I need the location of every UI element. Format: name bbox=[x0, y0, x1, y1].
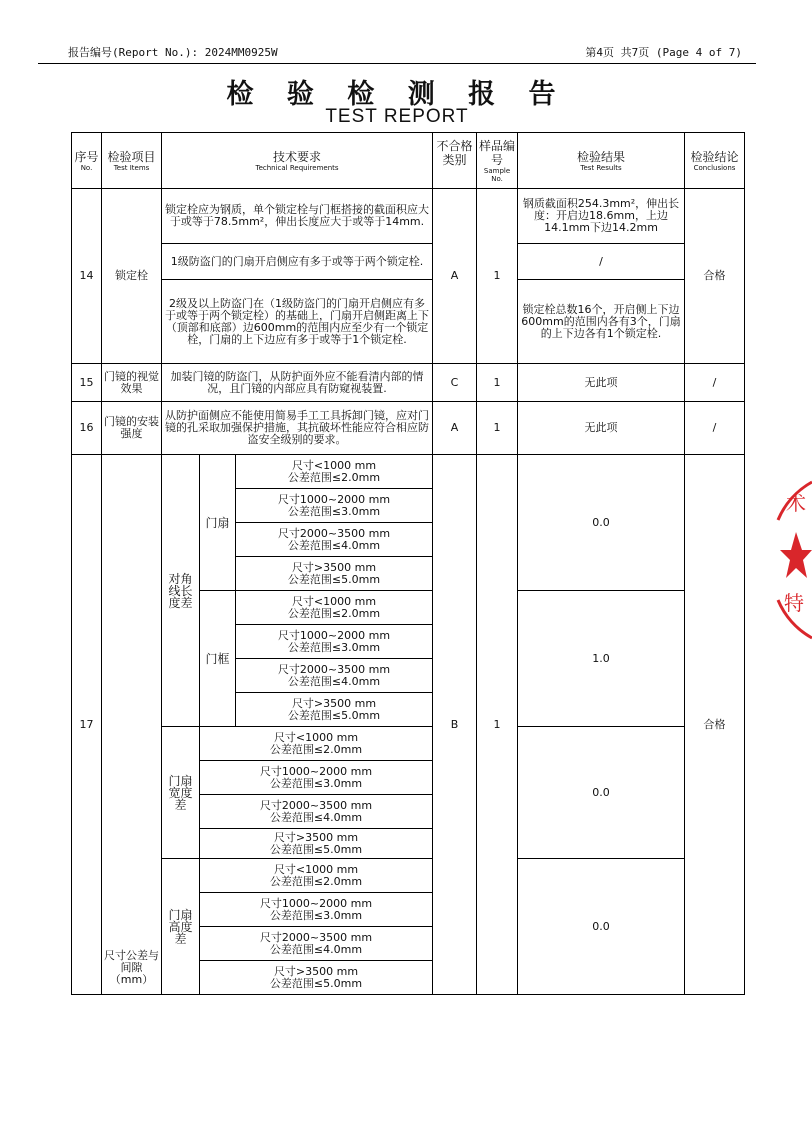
diagonal-label: 对角线长度差 bbox=[162, 455, 200, 727]
table-row bbox=[72, 189, 745, 244]
svg-text:特: 特 bbox=[784, 591, 804, 615]
row15-category: C bbox=[433, 364, 477, 402]
test-results-table bbox=[71, 132, 745, 995]
row17-conclusion: 合格 bbox=[685, 455, 745, 995]
row15-sample: 1 bbox=[477, 364, 518, 402]
row17-item: 尺寸公差与间隙（mm） bbox=[102, 455, 162, 995]
row16-conclusion: / bbox=[685, 402, 745, 455]
size-cell: 尺寸1000~2000 mm 公差范围≤3.0mm bbox=[200, 893, 433, 927]
col-conclusion: 检验结论 Conclusions bbox=[685, 133, 745, 189]
row14-res2: / bbox=[518, 244, 685, 280]
table-row bbox=[72, 280, 745, 364]
row14-res1: 钢质截面积254.3mm²，伸出长度：开启边18.6mm，上边14.1mm下边14.2mm bbox=[518, 189, 685, 244]
size-cell: 尺寸>3500 mm 公差范围≤5.0mm bbox=[236, 693, 433, 727]
height-label: 门扇高度差 bbox=[162, 859, 200, 995]
row14-res3: 锁定栓总数16个，开启侧上下边600mm的范围内各有3个，门扇的上下边各有1个锁定栓. bbox=[518, 280, 685, 364]
res-frame: 1.0 bbox=[518, 591, 685, 727]
size-cell: 尺寸>3500 mm 公差范围≤5.0mm bbox=[236, 557, 433, 591]
size-cell: 尺寸<1000 mm 公差范围≤2.0mm bbox=[236, 455, 433, 489]
size-cell: 尺寸1000~2000 mm 公差范围≤3.0mm bbox=[236, 625, 433, 659]
table-row bbox=[72, 364, 745, 402]
row16-item: 门镜的安装强度 bbox=[102, 402, 162, 455]
size-cell: 尺寸<1000 mm 公差范围≤2.0mm bbox=[200, 727, 433, 761]
row14-category: A bbox=[433, 189, 477, 364]
table-row bbox=[72, 244, 745, 280]
col-category: 不合格类别 bbox=[433, 133, 477, 189]
row15-req: 加装门镜的防盗门，从防护面外应不能看清内部的情况，且门镜的内部应具有防窥视装置. bbox=[162, 364, 433, 402]
res-width: 0.0 bbox=[518, 727, 685, 859]
col-requirements: 技术要求 Technical Requirements bbox=[162, 133, 433, 189]
table-row bbox=[72, 859, 745, 893]
size-cell: 尺寸1000~2000 mm 公差范围≤3.0mm bbox=[200, 761, 433, 795]
row15-conclusion: / bbox=[685, 364, 745, 402]
row16-category: A bbox=[433, 402, 477, 455]
row15-result: 无此项 bbox=[518, 364, 685, 402]
col-seq: 序号 No. bbox=[72, 133, 102, 189]
res-height: 0.0 bbox=[518, 859, 685, 995]
size-cell: 尺寸<1000 mm 公差范围≤2.0mm bbox=[200, 859, 433, 893]
report-title-en: TEST REPORT bbox=[325, 106, 469, 127]
size-cell: 尺寸2000~3500 mm 公差范围≤4.0mm bbox=[200, 927, 433, 961]
leaf-label: 门扇 bbox=[200, 455, 236, 591]
row16-sample: 1 bbox=[477, 402, 518, 455]
frame-label: 门框 bbox=[200, 591, 236, 727]
row14-sample: 1 bbox=[477, 189, 518, 364]
row15-seq: 15 bbox=[72, 364, 102, 402]
row14-req2: 1级防盗门的门扇开启侧应有多于或等于两个锁定栓. bbox=[162, 244, 433, 280]
report-number: 报告编号(Report No.): 2024MM0925W bbox=[68, 46, 278, 59]
row17-category: B bbox=[433, 455, 477, 995]
page-indicator: 第4页 共7页 (Page 4 of 7) bbox=[585, 46, 742, 59]
table-header-row bbox=[72, 133, 745, 189]
size-cell: 尺寸2000~3500 mm 公差范围≤4.0mm bbox=[236, 659, 433, 693]
row17-sample: 1 bbox=[477, 455, 518, 995]
row16-result: 无此项 bbox=[518, 402, 685, 455]
col-item: 检验项目 Test Items bbox=[102, 133, 162, 189]
row14-item: 锁定栓 bbox=[102, 189, 162, 364]
row14-seq: 14 bbox=[72, 189, 102, 364]
table-row bbox=[72, 455, 745, 489]
row16-seq: 16 bbox=[72, 402, 102, 455]
size-cell: 尺寸2000~3500 mm 公差范围≤4.0mm bbox=[200, 795, 433, 829]
row17-seq: 17 bbox=[72, 455, 102, 995]
table-row bbox=[72, 727, 745, 761]
size-cell: 尺寸1000~2000 mm 公差范围≤3.0mm bbox=[236, 489, 433, 523]
size-cell: 尺寸>3500 mm 公差范围≤5.0mm bbox=[200, 829, 433, 859]
size-cell: 尺寸2000~3500 mm 公差范围≤4.0mm bbox=[236, 523, 433, 557]
header-divider bbox=[38, 63, 756, 64]
row14-conclusion: 合格 bbox=[685, 189, 745, 364]
size-cell: 尺寸>3500 mm 公差范围≤5.0mm bbox=[200, 961, 433, 995]
col-result: 检验结果 Test Results bbox=[518, 133, 685, 189]
table-row bbox=[72, 402, 745, 455]
width-label: 门扇宽度差 bbox=[162, 727, 200, 859]
size-cell: 尺寸<1000 mm 公差范围≤2.0mm bbox=[236, 591, 433, 625]
svg-text:术: 术 bbox=[786, 491, 806, 515]
official-seal-stamp bbox=[772, 480, 812, 640]
row14-req3: 2级及以上防盗门在（1级防盗门的门扇开启侧应有多于或等于两个锁定栓）的基础上，门扇开启侧距离上下（顶部和底部）边600mm的范围内应至少有一个锁定栓，门扇的上下边应有多于或等于1个锁定栓. bbox=[162, 280, 433, 364]
row16-req: 从防护面侧应不能使用简易手工工具拆卸门镜，应对门镜的孔采取加强保护措施，其抗破坏性能应符合相应防盗安全级别的要求。 bbox=[162, 402, 433, 455]
res-leaf: 0.0 bbox=[518, 455, 685, 591]
report-title-cn: 检 验 检 测 报 告 bbox=[226, 79, 568, 110]
row14-req1: 锁定栓应为钢质，单个锁定栓与门框搭接的截面积应大于或等于78.5mm²，伸出长度应大于或等于14mm. bbox=[162, 189, 433, 244]
row15-item: 门镜的视觉效果 bbox=[102, 364, 162, 402]
col-sample: 样品编号 Sample No. bbox=[477, 133, 518, 189]
